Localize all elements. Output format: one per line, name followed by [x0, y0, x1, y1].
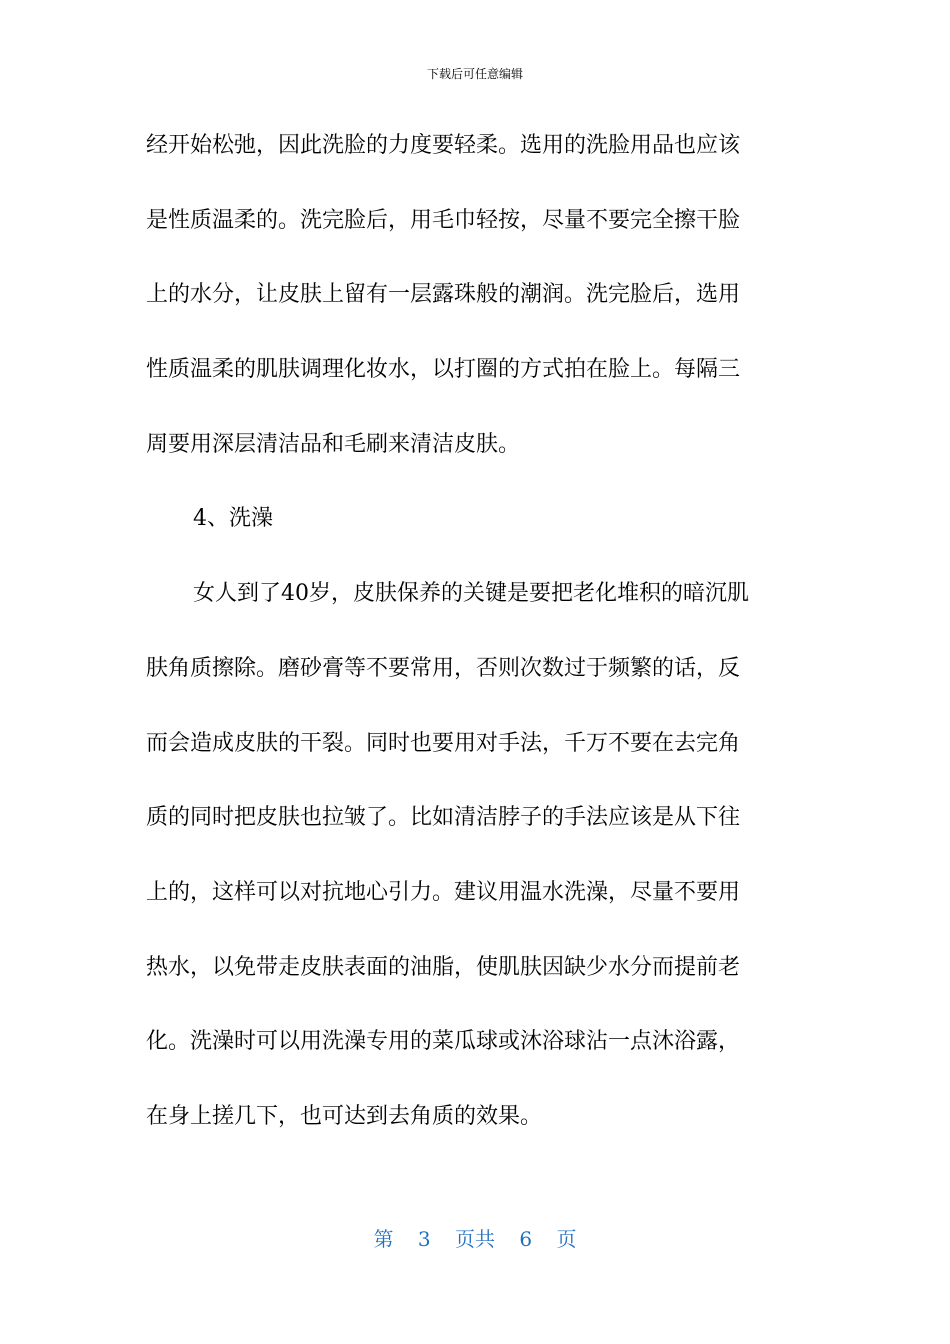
page-prefix: 第	[373, 1227, 394, 1251]
section-heading: 4、洗澡	[193, 506, 273, 532]
body-line: 肤角质擦除。磨砂膏等不要常用，否则次数过于频繁的话，反	[146, 655, 741, 681]
body-line: 质的同时把皮肤也拉皱了。比如清洁脖子的手法应该是从下往	[146, 805, 741, 831]
total-page-number: 6	[519, 1227, 533, 1251]
body-line: 经开始松弛，因此洗脸的力度要轻柔。选用的洗脸用品也应该	[146, 133, 741, 158]
body-line: 周要用深层清洁品和毛刷来清洁皮肤。	[146, 431, 521, 457]
body-line: 热水，以免带走皮肤表面的油脂，使肌肤因缺少水分而提前老	[146, 954, 741, 980]
body-line: 上的，这样可以对抗地心引力。建议用温水洗澡，尽量不要用	[146, 879, 741, 905]
body-line: 上的水分，让皮肤上留有一层露珠般的潮润。洗完脸后，选用	[146, 282, 741, 308]
paragraph-first-line: 女人到了40岁，皮肤保养的关键是要把老化堆积的暗沉肌	[193, 581, 749, 607]
page-middle-text: 页共	[455, 1227, 495, 1251]
current-page-number: 3	[417, 1227, 431, 1251]
page-suffix: 页	[556, 1227, 577, 1251]
page-header: 下载后可任意编辑	[426, 67, 523, 81]
body-line: 是性质温柔的。洗完脸后，用毛巾轻按，尽量不要完全擦干脸	[146, 207, 741, 233]
body-line: 性质温柔的肌肤调理化妆水，以打圈的方式拍在脸上。每隔三	[146, 357, 741, 383]
body-line: 在身上搓几下，也可达到去角质的效果。	[146, 1103, 543, 1129]
document-body	[146, 127, 826, 1173]
body-line: 而会造成皮肤的干裂。同时也要用对手法，千万不要在去完角	[146, 730, 741, 756]
page-number-footer	[0, 1226, 950, 1252]
body-line: 化。洗澡时可以用洗澡专用的菜瓜球或沐浴球沾一点沐浴露，	[146, 1029, 741, 1055]
